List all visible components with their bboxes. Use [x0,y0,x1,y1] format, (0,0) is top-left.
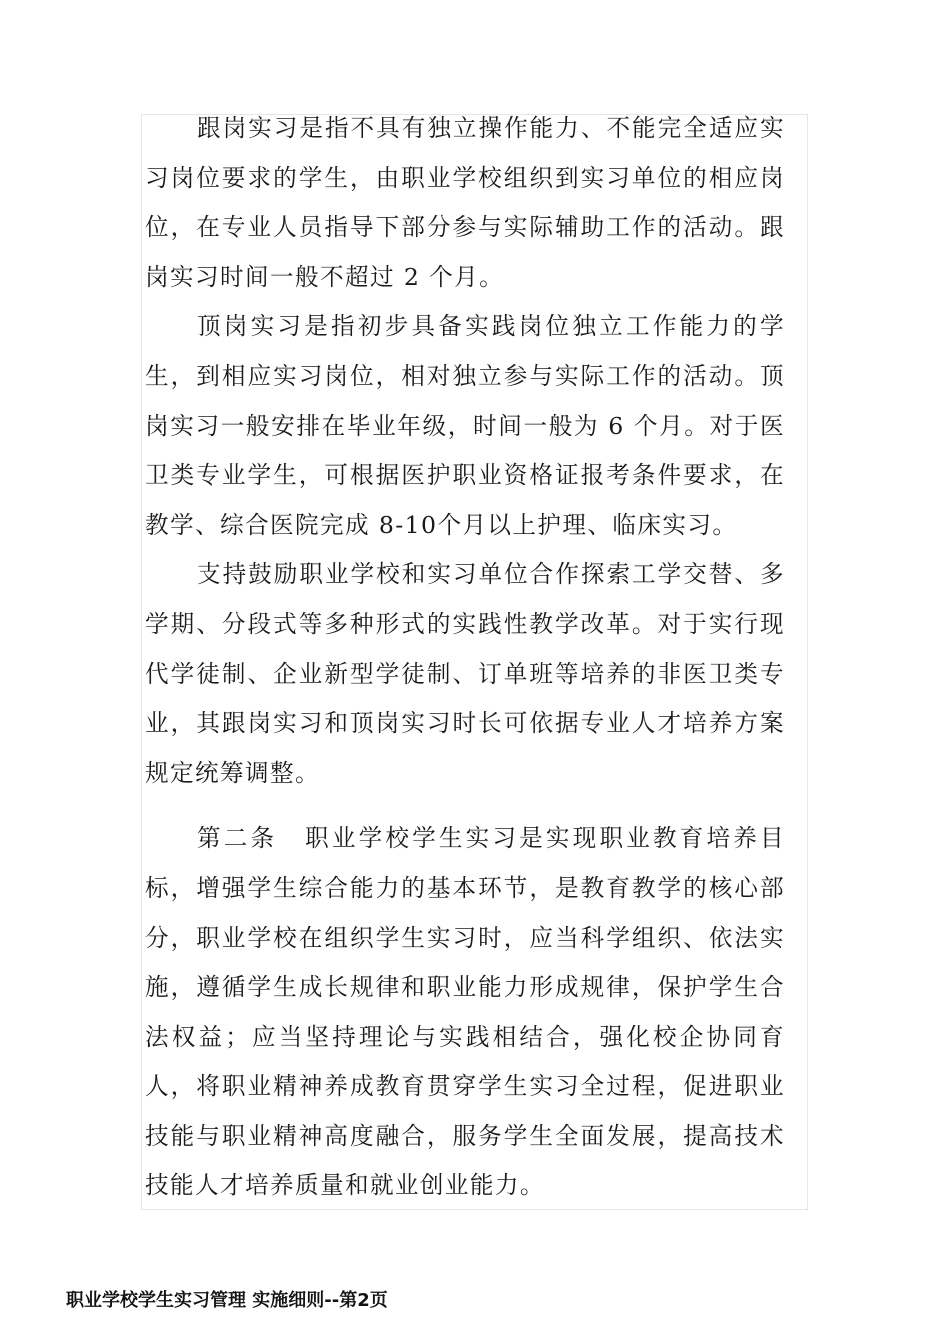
paragraph-placement-internship: 顶岗实习是指初步具备实践岗位独立工作能力的学生，到相应实习岗位，相对独立参与实际工作的活动。顶岗实习一般安排在毕业年级，时间一般为 6 个月。对于医卫类专业学生，可根据医护职业资格证报考条件要求，在教学、综合医院完成 8-10个月以上护理、临床实习。 [145,312,785,539]
article-text: 职业学校学生实习是实现职业教育培养目标，增强学生综合能力的基本环节，是教育教学的核心部分，职业学校在组织学生实习时，应当科学组织、依法实施，遵循学生成长规律和职业能力形成规律，保护学生合法权益；应当坚持理论与实践相结合，强化校企协同育人，将职业精神养成教育贯穿学生实习全过程，促进职业技能与职业精神高度融合，服务学生全面发展，提高技术技能人才培养质量和就业创业能力。 [145,824,786,1200]
page-footer: 职业学校学生实习管理 实施细则--第2页 [66,1290,388,1311]
article-two [145,814,785,1211]
article-heading: 第二条 [197,824,278,853]
paragraph-teaching-reform: 支持鼓励职业学校和实习单位合作探索工学交替、多学期、分段式等多种形式的实践性教学改革。对于实行现代学徒制、企业新型学徒制、订单班等培养的非医卫类专业，其跟岗实习和顶岗实习时长可依据专业人才培养方案规定统筹调整。 [145,560,785,787]
paragraph-shadowing-internship: 跟岗实习是指不具有独立操作能力、不能完全适应实习岗位要求的学生，由职业学校组织到实习单位的相应岗位，在专业人员指导下部分参与实际辅助工作的活动。跟岗实习时间一般不超过 2 个月。 [145,114,785,291]
document-body [145,104,785,1211]
